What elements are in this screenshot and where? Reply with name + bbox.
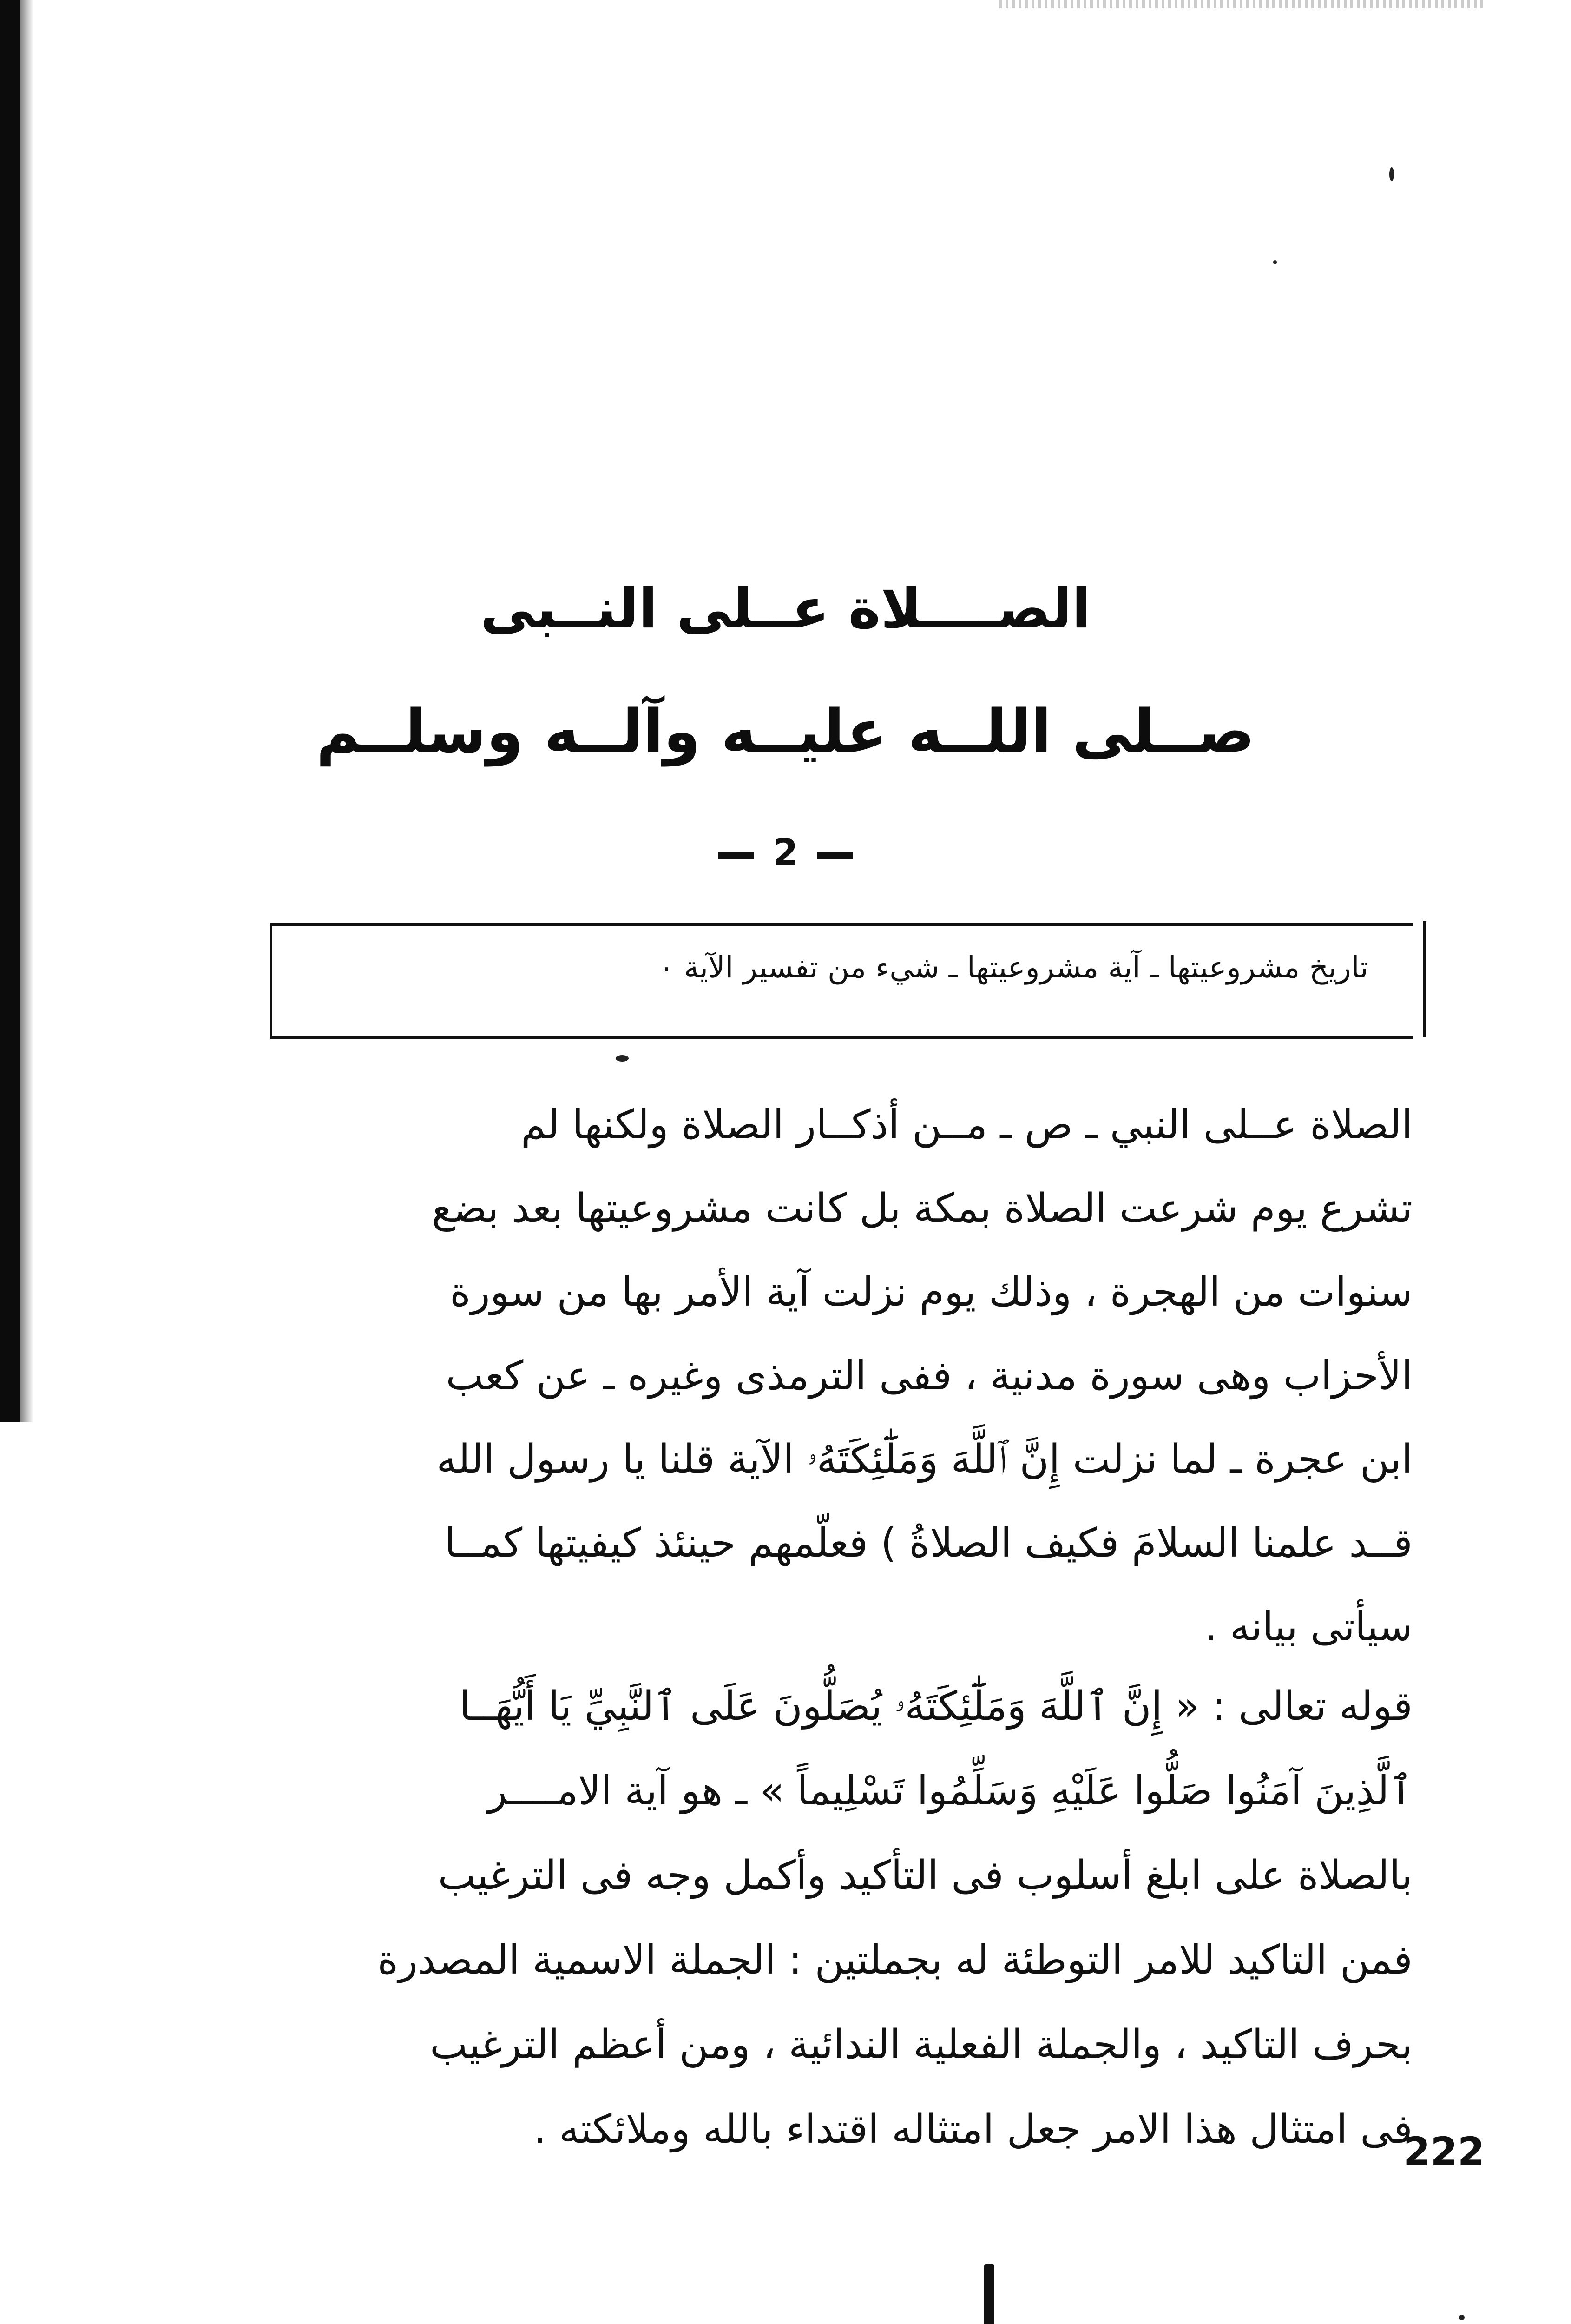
scan-speck: [1273, 260, 1277, 264]
scan-speck: [1459, 2315, 1465, 2320]
text-line: ابن عجرة ـ لما نزلت إِنَّ ٱللَّهَ وَمَلَٰٓئِكَتَهُۥ الآية قلنا يا رسول الله: [436, 1436, 1413, 1483]
text-line: فمن التاكيد للامر التوطئة له بجملتين : الجملة الاسمية المصدرة: [377, 1937, 1413, 1983]
binding-mark: [984, 2264, 994, 2324]
part-number: [0, 832, 1571, 874]
scan-noise: [999, 0, 1487, 8]
scan-speck: [1389, 167, 1394, 181]
chapter-subtitle: صــلى اللــه عليــه وآلــه وسلــم: [316, 697, 1255, 766]
text-line: الصلاة عــلى النبي ـ ص ـ مــن أذكــار الصلاة ولكنها لم: [520, 1102, 1413, 1148]
summary-box: [270, 923, 1413, 1039]
text-line: بحرف التاكيد ، والجملة الفعلية الندائية ، ومن أعظم الترغيب: [430, 2021, 1413, 2068]
text-line: قــد علمنا السلامَ فكيف الصلاةُ ) فعلّمهم حينئذ كيفيتها كمــا: [444, 1520, 1413, 1566]
summary-text: تاريخ مشروعيتها ـ آية مشروعيتها ـ شيء من تفسير الآية ٠: [658, 951, 1368, 985]
paragraph-2: [195, 1664, 1413, 2172]
text-line: سنوات من الهجرة ، وذلك يوم نزلت آية الأمر بها من سورة: [450, 1269, 1413, 1315]
paragraph-1: [195, 1083, 1413, 1669]
summary-box-right-rule: [1423, 921, 1426, 1037]
text-line: سيأتى بيانه .: [1204, 1604, 1413, 1650]
scan-speck: [616, 1055, 629, 1062]
text-line: ٱلَّذِينَ آمَنُوا صَلُّوا عَلَيْهِ وَسَلِّمُوا تَسْلِيماً » ـ هو آية الامــــر: [487, 1768, 1413, 1814]
chapter-title: الصــــلاة عــلى النــبى: [480, 576, 1091, 640]
dash-right: [817, 852, 853, 859]
text-line: بالصلاة على ابلغ أسلوب فى التأكيد وأكمل وجه فى الترغيب: [438, 1852, 1413, 1899]
part-number-value: 2: [773, 832, 798, 874]
text-line: قوله تعالى : « إِنَّ ٱللَّهَ وَمَلَٰٓئِكَتَهُۥ يُصَلُّونَ عَلَى ٱلنَّبِيِّ يَا أَيُّهَــا: [459, 1683, 1413, 1730]
text-line: فى امتثال هذا الامر جعل امتثاله اقتداء بالله وملائكته .: [533, 2106, 1413, 2152]
text-line: تشرع يوم شرعت الصلاة بمكة بل كانت مشروعيتها بعد بضع: [432, 1185, 1413, 1232]
dash-left: [718, 852, 754, 859]
text-line: الأحزاب وهى سورة مدنية ، ففى الترمذى وغيره ـ عن كعب: [446, 1353, 1413, 1399]
page-number: 222: [1403, 2129, 1485, 2174]
